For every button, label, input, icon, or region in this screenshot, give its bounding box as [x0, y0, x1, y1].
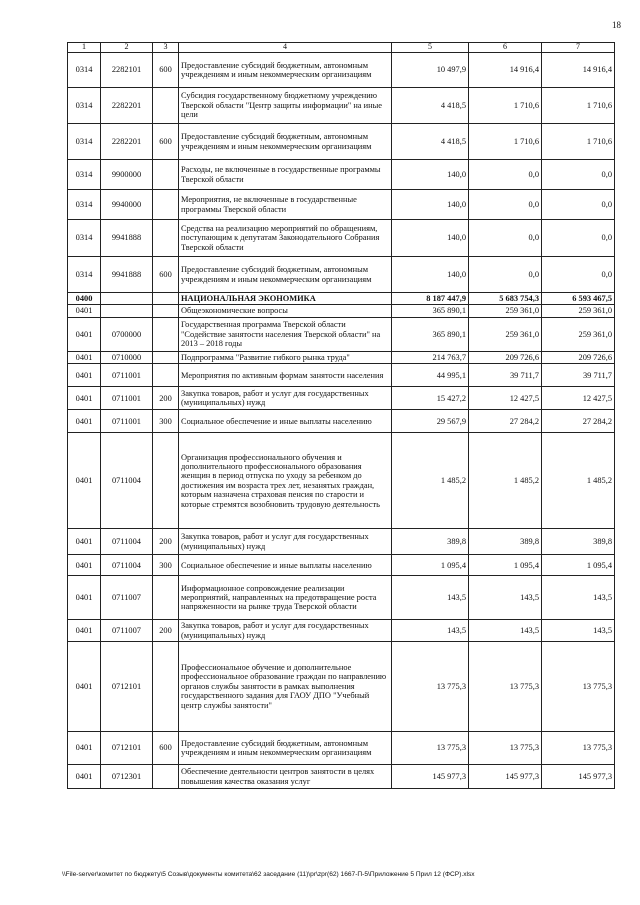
amount-col5: 8 187 447,9 [392, 293, 469, 305]
item-name: Общеэкономические вопросы [179, 305, 392, 317]
amount-col6: 143,5 [469, 576, 542, 620]
amount-col5: 13 775,3 [392, 642, 469, 732]
item-name: Государственная программа Тверской области "Содействие занятости населения Тверской области" на 2013 – 2018 годы [179, 317, 392, 351]
item-name: Субсидия государственному бюджетному учреждению Тверской области "Центр защиты информации" на иные цели [179, 88, 392, 124]
expense-type-code: 200 [153, 387, 179, 410]
section-code: 0314 [68, 88, 101, 124]
section-code: 0314 [68, 220, 101, 257]
amount-col5: 140,0 [392, 190, 469, 220]
amount-col7: 39 711,7 [542, 364, 615, 387]
article-code [101, 293, 153, 305]
amount-col6: 13 775,3 [469, 642, 542, 732]
item-name: Предоставление субсидий бюджетным, автономным учреждениям и иным некоммерческим организациям [179, 124, 392, 160]
expense-type-code: 200 [153, 620, 179, 642]
article-code: 0711007 [101, 576, 153, 620]
table-row [68, 765, 615, 789]
section-code: 0401 [68, 642, 101, 732]
amount-col5: 145 977,3 [392, 765, 469, 789]
expense-type-code [153, 220, 179, 257]
section-code: 0401 [68, 529, 101, 555]
table-row [68, 220, 615, 257]
article-code: 0710000 [101, 351, 153, 363]
amount-col7: 1 710,6 [542, 88, 615, 124]
section-code: 0401 [68, 317, 101, 351]
article-code: 9900000 [101, 160, 153, 190]
table-row [68, 351, 615, 363]
table-row [68, 257, 615, 293]
article-code: 0712301 [101, 765, 153, 789]
item-name: Предоставление субсидий бюджетным, автономным учреждениям и иным некоммерческим организациям [179, 53, 392, 88]
table-row [68, 410, 615, 433]
amount-col7: 27 284,2 [542, 410, 615, 433]
amount-col6: 1 485,2 [469, 433, 542, 529]
amount-col6: 389,8 [469, 529, 542, 555]
table-row [68, 364, 615, 387]
amount-col5: 140,0 [392, 220, 469, 257]
table-row [68, 642, 615, 732]
section-code: 0314 [68, 160, 101, 190]
article-code: 2282101 [101, 53, 153, 88]
amount-col6: 1 710,6 [469, 88, 542, 124]
item-name: Мероприятия по активным формам занятости населения [179, 364, 392, 387]
expense-type-code: 600 [153, 257, 179, 293]
amount-col7: 1 710,6 [542, 124, 615, 160]
section-code: 0401 [68, 732, 101, 765]
section-code: 0314 [68, 53, 101, 88]
table-row [68, 53, 615, 88]
amount-col5: 365 890,1 [392, 317, 469, 351]
expense-type-code [153, 433, 179, 529]
section-code: 0401 [68, 410, 101, 433]
section-code: 0314 [68, 124, 101, 160]
amount-col7: 1 485,2 [542, 433, 615, 529]
amount-col6: 39 711,7 [469, 364, 542, 387]
expense-type-code: 600 [153, 732, 179, 765]
header-cell: 2 [101, 43, 153, 53]
item-name: Мероприятия, не включенные в государственные программы Тверской области [179, 190, 392, 220]
article-code: 9940000 [101, 190, 153, 220]
amount-col6: 145 977,3 [469, 765, 542, 789]
amount-col6: 0,0 [469, 257, 542, 293]
amount-col7: 0,0 [542, 160, 615, 190]
header-cell: 3 [153, 43, 179, 53]
expense-type-code [153, 364, 179, 387]
item-name: Предоставление субсидий бюджетным, автономным учреждениям и иным некоммерческим организациям [179, 257, 392, 293]
amount-col7: 259 361,0 [542, 305, 615, 317]
amount-col7: 13 775,3 [542, 642, 615, 732]
article-code: 9941888 [101, 257, 153, 293]
article-code: 0712101 [101, 642, 153, 732]
expense-type-code [153, 642, 179, 732]
header-cell: 5 [392, 43, 469, 53]
amount-col7: 143,5 [542, 576, 615, 620]
amount-col7: 0,0 [542, 220, 615, 257]
amount-col6: 13 775,3 [469, 732, 542, 765]
article-code: 0712101 [101, 732, 153, 765]
amount-col6: 1 095,4 [469, 555, 542, 576]
amount-col6: 27 284,2 [469, 410, 542, 433]
amount-col6: 259 361,0 [469, 305, 542, 317]
amount-col6: 5 683 754,3 [469, 293, 542, 305]
section-code: 0401 [68, 305, 101, 317]
article-code: 0711001 [101, 387, 153, 410]
amount-col6: 209 726,6 [469, 351, 542, 363]
expense-type-code [153, 576, 179, 620]
amount-col6: 143,5 [469, 620, 542, 642]
amount-col5: 143,5 [392, 576, 469, 620]
table-row [68, 433, 615, 529]
section-code: 0401 [68, 351, 101, 363]
article-code: 0711007 [101, 620, 153, 642]
table-row [68, 317, 615, 351]
table-row [68, 732, 615, 765]
article-code: 0711004 [101, 529, 153, 555]
amount-col7: 12 427,5 [542, 387, 615, 410]
section-code: 0401 [68, 433, 101, 529]
table-row [68, 160, 615, 190]
header-cell: 6 [469, 43, 542, 53]
section-code: 0401 [68, 765, 101, 789]
expense-type-code: 300 [153, 555, 179, 576]
item-name: Социальное обеспечение и иные выплаты населению [179, 555, 392, 576]
amount-col5: 29 567,9 [392, 410, 469, 433]
article-code: 0711004 [101, 555, 153, 576]
amount-col7: 6 593 467,5 [542, 293, 615, 305]
table-row [68, 620, 615, 642]
table-row [68, 305, 615, 317]
expense-type-code: 600 [153, 53, 179, 88]
article-code: 9941888 [101, 220, 153, 257]
section-code: 0314 [68, 257, 101, 293]
amount-col7: 389,8 [542, 529, 615, 555]
amount-col5: 15 427,2 [392, 387, 469, 410]
amount-col5: 1 485,2 [392, 433, 469, 529]
amount-col7: 1 095,4 [542, 555, 615, 576]
table-row [68, 387, 615, 410]
article-code: 0711004 [101, 433, 153, 529]
amount-col6: 1 710,6 [469, 124, 542, 160]
article-code: 2282201 [101, 124, 153, 160]
file-path-footer: \\File-server\комитет по бюджету\5 Созыв\документы комитета\62 заседание (11)\pr\zpr(62) 1667-П-5\Приложение 5 Прил 12 (ФСР).xlsx [62, 871, 475, 878]
amount-col7: 143,5 [542, 620, 615, 642]
amount-col6: 0,0 [469, 160, 542, 190]
amount-col7: 259 361,0 [542, 317, 615, 351]
expense-type-code [153, 190, 179, 220]
amount-col7: 14 916,4 [542, 53, 615, 88]
section-code: 0401 [68, 620, 101, 642]
amount-col5: 389,8 [392, 529, 469, 555]
section-code: 0400 [68, 293, 101, 305]
item-name: Организация профессионального обучения и дополнительного профессионального образования женщин в период отпуска по уходу за ребенком до достижения им возраста трех лет, незанятых граждан, которым назначена страховая пенсия по старости и которые стремятся возобновить трудовую деятельность [179, 433, 392, 529]
expense-type-code [153, 765, 179, 789]
expense-type-code [153, 160, 179, 190]
item-name: Расходы, не включенные в государственные программы Тверской области [179, 160, 392, 190]
header-cell: 4 [179, 43, 392, 53]
expense-type-code [153, 305, 179, 317]
section-code: 0401 [68, 387, 101, 410]
amount-col5: 140,0 [392, 160, 469, 190]
amount-col7: 209 726,6 [542, 351, 615, 363]
expense-type-code [153, 317, 179, 351]
table-row [68, 529, 615, 555]
table-row [68, 190, 615, 220]
article-code: 0700000 [101, 317, 153, 351]
amount-col5: 10 497,9 [392, 53, 469, 88]
table-row [68, 293, 615, 305]
table-row [68, 124, 615, 160]
amount-col5: 4 418,5 [392, 88, 469, 124]
item-name: Информационное сопровождение реализации мероприятий, направленных на предотвращение роста напряженности на рынке труда Тверской области [179, 576, 392, 620]
amount-col7: 13 775,3 [542, 732, 615, 765]
amount-col6: 0,0 [469, 190, 542, 220]
amount-col6: 14 916,4 [469, 53, 542, 88]
amount-col5: 214 763,7 [392, 351, 469, 363]
page-number: 18 [612, 20, 621, 30]
item-name: Профессиональное обучение и дополнительное профессиональное образование граждан по направлению органов службы занятости в рамках выполнения государственного задания для ГАОУ ДПО "Учебный центр службы занятости" [179, 642, 392, 732]
amount-col5: 44 995,1 [392, 364, 469, 387]
item-name: Социальное обеспечение и иные выплаты населению [179, 410, 392, 433]
article-code [101, 305, 153, 317]
amount-col7: 0,0 [542, 190, 615, 220]
article-code: 2282201 [101, 88, 153, 124]
header-row [68, 43, 615, 53]
expense-type-code: 300 [153, 410, 179, 433]
table-row [68, 576, 615, 620]
amount-col5: 365 890,1 [392, 305, 469, 317]
expense-type-code [153, 293, 179, 305]
amount-col5: 1 095,4 [392, 555, 469, 576]
item-name: Закупка товаров, работ и услуг для государственных (муниципальных) нужд [179, 529, 392, 555]
amount-col7: 145 977,3 [542, 765, 615, 789]
item-name: Средства на реализацию мероприятий по обращениям, поступающим к депутатам Законодательного Собрания Тверской области [179, 220, 392, 257]
item-name: Предоставление субсидий бюджетным, автономным учреждениям и иным некоммерческим организациям [179, 732, 392, 765]
section-code: 0401 [68, 576, 101, 620]
amount-col6: 12 427,5 [469, 387, 542, 410]
expense-type-code: 200 [153, 529, 179, 555]
expense-type-code [153, 88, 179, 124]
amount-col5: 13 775,3 [392, 732, 469, 765]
amount-col5: 4 418,5 [392, 124, 469, 160]
table-row [68, 88, 615, 124]
item-name: Закупка товаров, работ и услуг для государственных (муниципальных) нужд [179, 387, 392, 410]
section-code: 0401 [68, 364, 101, 387]
item-name: Обеспечение деятельности центров занятости в целях повышения качества оказания услуг [179, 765, 392, 789]
amount-col5: 143,5 [392, 620, 469, 642]
section-code: 0314 [68, 190, 101, 220]
amount-col7: 0,0 [542, 257, 615, 293]
article-code: 0711001 [101, 410, 153, 433]
item-name: Подпрограмма "Развитие гибкого рынка труда" [179, 351, 392, 363]
item-name: Закупка товаров, работ и услуг для государственных (муниципальных) нужд [179, 620, 392, 642]
expense-type-code: 600 [153, 124, 179, 160]
budget-table [67, 42, 615, 789]
article-code: 0711001 [101, 364, 153, 387]
header-cell: 1 [68, 43, 101, 53]
amount-col5: 140,0 [392, 257, 469, 293]
header-cell: 7 [542, 43, 615, 53]
amount-col6: 259 361,0 [469, 317, 542, 351]
item-name: НАЦИОНАЛЬНАЯ ЭКОНОМИКА [179, 293, 392, 305]
expense-type-code [153, 351, 179, 363]
amount-col6: 0,0 [469, 220, 542, 257]
section-code: 0401 [68, 555, 101, 576]
table-row [68, 555, 615, 576]
